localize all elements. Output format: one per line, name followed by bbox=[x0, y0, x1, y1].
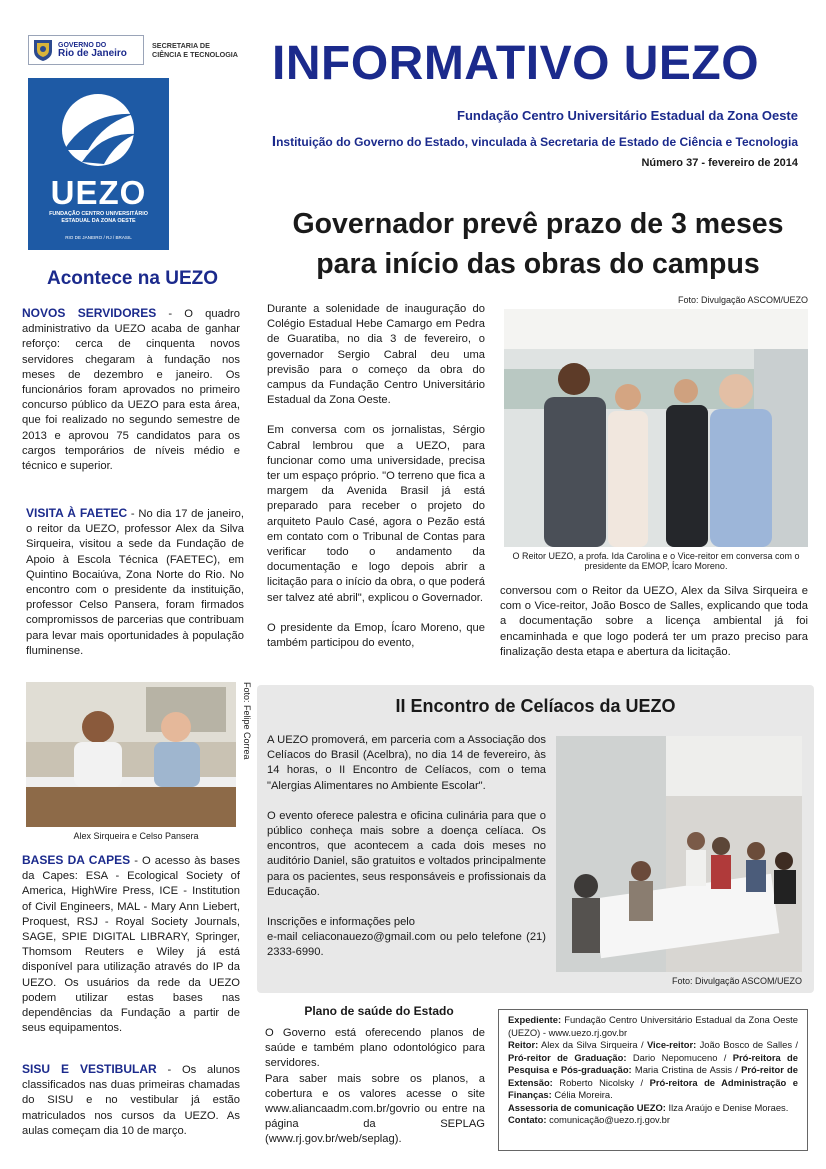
coat-of-arms-icon bbox=[32, 38, 54, 62]
photo-credit-felipe: Foto: Felipe Correa bbox=[242, 682, 252, 760]
celiacos-paragraph-3b: e-mail celiaconauezo@gmail.com ou pelo telefone (21) 2333-6990. bbox=[267, 931, 546, 959]
gov-rj-badge bbox=[28, 35, 144, 65]
faetec-article: VISITA À FAETEC - No dia 17 de janeiro, o reitor da UEZO, professor Alex da Silva Sirqueira, visitou a sede da Fundação de Apoio à Escola Técnica (FAETEC), em Quintino Bocaiúva, Zona Norte do Rio. No encontro com o presidente da instituição, professor Celso Pansera, foram firmados compromissos de parcerias que contribuam para levar mais oportunidades à população fluminense. bbox=[26, 506, 245, 657]
uezo-logo-subtitle: FUNDAÇÃO CENTRO UNIVERSITÁRIO ESTADUAL DA ZONA OESTE bbox=[49, 211, 148, 224]
institution-line: Instituição do Governo do Estado, vinculada à Secretaria de Estado de Ciência e Tecnologia bbox=[271, 133, 798, 150]
celiacos-text bbox=[267, 733, 546, 961]
celiacos-paragraph-3a: Inscrições e informações pelo bbox=[267, 916, 415, 929]
celiacos-title: II Encontro de Celíacos da UEZO bbox=[395, 696, 676, 716]
main-article-column bbox=[267, 302, 485, 666]
plano-title: Plano de saúde do Estado bbox=[304, 1004, 454, 1018]
foundation-name: Fundação Centro Universitário Estadual da Zona Oeste bbox=[457, 108, 798, 123]
main-paragraph-1: Durante a solenidade de inauguração do Colégio Estadual Hebe Camargo em Pedra de Guaratiba, no dia 3 de fevereiro, o governador Sergio Cabral deu uma previsão para o começo da obra do campus da Fundação Centro Universitário Estadual da Zona Oeste. bbox=[267, 303, 485, 407]
photo-celiacos-event bbox=[556, 736, 802, 972]
uezo-logo bbox=[28, 78, 169, 250]
main-paragraph-3: O presidente da Emop, Ícaro Moreno, que também participou do evento, bbox=[267, 621, 485, 650]
government-logo bbox=[28, 34, 258, 66]
expediente-line-4: Contato: comunicação@uezo.rj.gov.br bbox=[508, 1114, 670, 1125]
expediente-box bbox=[498, 1009, 808, 1151]
secretaria-label: SECRETARIA DE CIÊNCIA E TECNOLOGIA bbox=[152, 41, 238, 59]
photo-reitor-emop bbox=[504, 309, 808, 547]
uezo-logo-word: UEZO bbox=[50, 174, 147, 211]
photo-alex-celso bbox=[26, 682, 236, 827]
main-headline: Governador prevê prazo de 3 meses para início das obras do campus bbox=[292, 208, 784, 280]
main-paragraph-4: conversou com o Reitor da UEZO, Alex da Silva Sirqueira e com o Vice-reitor, João Bosco de Salles, explicando que toda a documentação sobre a licença ambiental já foi encaminhada e que logo poderá ter um prazo preciso para finalização desta etapa e abertura da licitação. bbox=[500, 585, 808, 658]
expediente-line-2: Reitor: Alex da Silva Sirqueira / Vice-reitor: João Bosco de Salles / Pró-reitor de Graduação: Dario Nepomuceno / Pró-reitora de Pesquisa e Pós-graduação: Maria Cristina de Assis / Pró-reitor de Extensão: Roberto Nicolsky / Pró-reitora de Administração e Finanças: Célia Moreira. bbox=[508, 1039, 798, 1100]
novos-servidores-article: NOVOS SERVIDORES - O quadro administrativo da UEZO acaba de ganhar reforço: cerca de cinquenta novos servidores chegaram à fundação nos meses de dezembro e janeiro. Os funcionários foram aprovados no primeiro concurso público da UEZO para esta área, que foi realizado no segundo semestre de 2013 e aprovou 75 candidatos para os cargos temporários de níveis médio e técnico e superior. bbox=[22, 306, 240, 473]
expediente-line-3: Assessoria de comunicação UEZO: Ilza Araújo e Denise Moraes. bbox=[508, 1101, 789, 1113]
celiacos-paragraph-2: O evento oferece palestra e oficina culinária para que o público conheça mais sobre a doença celíaca. Os encontros, que acontecem a cada dois meses no auditório Daniel, são gratuitos e voltados principalmente para os pacientes, seus responsáveis e profissionais da Educação. bbox=[267, 809, 546, 898]
photo-caption-emop: O Reitor UEZO, a profa. Ida Carolina e o Vice-reitor em conversa com o presidente da EMOP, Ícaro Moreno. bbox=[512, 551, 800, 571]
celiacos-paragraph-1: A UEZO promoverá, em parceria com a Associação dos Celíacos do Brasil (Acelbra), no dia 14 de fevereiro, às 14 horas, o II Encontro de Celíacos, com o tema "Alergias Alimentares no Ambiente Escolar". bbox=[267, 734, 546, 792]
expediente-line-1: Expediente: Fundação Centro Universitário Estadual da Zona Oeste (UEZO) - www.uezo.rj.gov.br bbox=[508, 1014, 798, 1038]
photo-caption-alex: Alex Sirqueira e Celso Pansera bbox=[73, 831, 199, 841]
photo-credit-ascom: Foto: Divulgação ASCOM/UEZO bbox=[677, 295, 808, 305]
section-title-acontece: Acontece na UEZO bbox=[46, 268, 219, 289]
gov-small-text: GOVERNO DO bbox=[58, 42, 107, 49]
plano-paragraph-1: O Governo está oferecendo planos de saúde e também plano odontológico para servidores. bbox=[265, 1027, 485, 1070]
plano-text bbox=[265, 1026, 485, 1148]
capes-article: BASES DA CAPES - O acesso às bases da Capes: ESA - Ecological Society of America, HighWire Press, ICE - Institution of Civil Engineers, MAL - Mary Ann Liebert, Proquest, RSJ - Royal Society Journals, SAGE, SPIE DIGITAL LIBRARY, Springer, Thomsom Reuters e Wiley já está disponível para utilização através do IP da UEZO. Os usuários da rede da UEZO podem utilizar estas bases nas dependências da Fundação a partir de seus equipamentos. bbox=[22, 853, 240, 1035]
photo-credit-celiacos: Foto: Divulgação ASCOM/UEZO bbox=[671, 976, 802, 986]
uezo-logo-city: RIO DE JANEIRO / RJ / BRASIL bbox=[65, 235, 132, 240]
gov-big-text: Rio de Janeiro bbox=[58, 48, 127, 59]
uezo-emblem-icon bbox=[58, 92, 138, 168]
sisu-article: SISU E VESTIBULAR - Os alunos classificados nas duas primeiras chamadas do SISU e no vestibular já estão matriculados nos cursos da UEZO. As aulas começam dia 10 de março. bbox=[22, 1062, 240, 1137]
issue-number: Número 37 - fevereiro de 2014 bbox=[641, 157, 798, 169]
page-title: INFORMATIVO UEZO bbox=[272, 37, 760, 90]
main-paragraph-2: Em conversa com os jornalistas, Sérgio Cabral lembrou que a UEZO, para funcionar como uma universidade, precisa ter um espaço próprio. "O terreno que fica a margem da Avenida Brasil já está preparado para receber o projeto do arquiteto Paulo Casé, agora o Pezão está em contato com o Tribunal de Contas para verificar todo o andamento da documentação e logo depois abrir a licitação para o início da obra, o que poderá ser talvez até abril", explicou o Governador. bbox=[267, 424, 485, 604]
plano-paragraph-2: Para saber mais sobre os planos, a cobertura e os valores acesse o site www.aliancaadm.com.br/govrio ou entre na página da SEPLAG (www.rj.gov.br/web/seplag). bbox=[265, 1072, 485, 1146]
